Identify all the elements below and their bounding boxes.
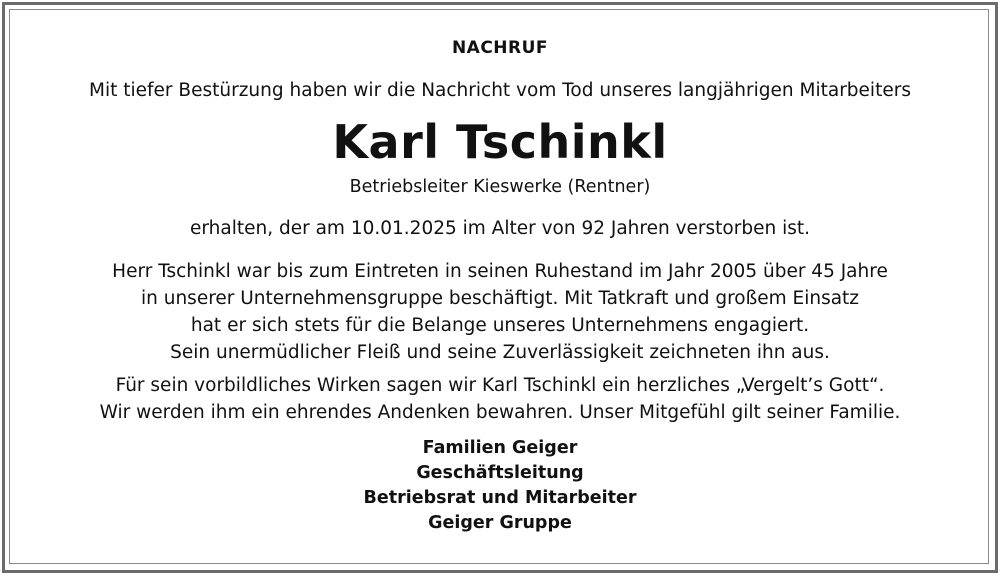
paragraph-line: Sein unermüdlicher Fleiß und seine Zuverlässigkeit zeichneten ihn aus. — [170, 342, 830, 363]
death-date-line: erhalten, der am 10.01.2025 im Alter von 92 Jahren verstorben ist. — [190, 218, 810, 239]
paragraph-line: hat er sich stets für die Belange unseres Unternehmens engagiert. — [190, 315, 810, 336]
deceased-name: Karl Tschinkl — [332, 115, 668, 169]
notice-heading: NACHRUF — [451, 38, 549, 58]
intro-text: Mit tiefer Bestürzung haben wir die Nachricht vom Tod unseres langjährigen Mitarbeiters — [89, 80, 911, 101]
deceased-role: Betriebsleiter Kieswerke (Rentner) — [349, 177, 651, 197]
paragraph-line: in unserer Unternehmensgruppe beschäftigt. Mit Tatkraft und großem Einsatz — [140, 288, 860, 309]
signers-block — [0, 436, 1000, 536]
signer-name: Familien Geiger — [422, 438, 578, 458]
signer-name: Geiger Gruppe — [428, 513, 572, 533]
signer-name: Betriebsrat und Mitarbeiter — [363, 488, 637, 508]
paragraph-line: Wir werden ihm ein ehrendes Andenken bewahren. Unser Mitgefühl gilt seiner Familie. — [99, 402, 901, 423]
career-paragraph — [0, 258, 1000, 366]
paragraph-line: Herr Tschinkl war bis zum Eintreten in seinen Ruhestand im Jahr 2005 über 45 Jahre — [112, 261, 888, 282]
signer-name: Geschäftsleitung — [416, 463, 584, 483]
paragraph-line: Für sein vorbildliches Wirken sagen wir Karl Tschinkl ein herzliches „Vergelt’s Gott“. — [115, 375, 885, 396]
gratitude-paragraph — [0, 372, 1000, 426]
